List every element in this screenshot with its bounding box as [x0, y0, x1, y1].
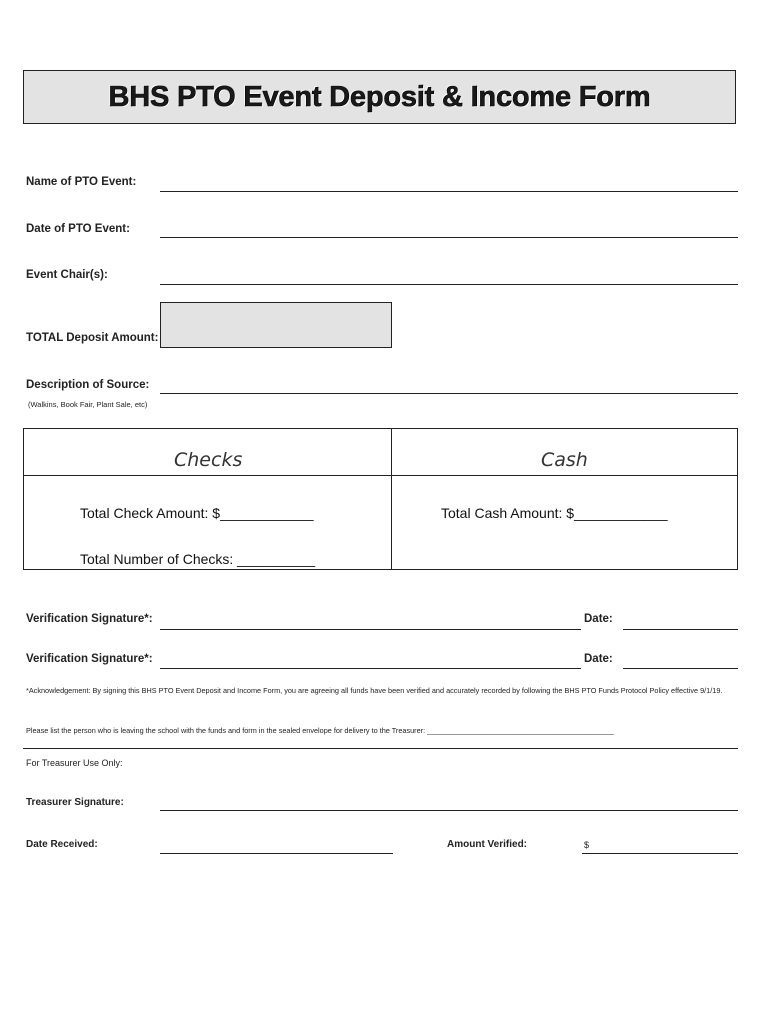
- description-field[interactable]: [160, 393, 738, 394]
- verification-signature-label-1: Verification Signature*:: [26, 613, 153, 625]
- delivery-note: Please list the person who is leaving the school with the funds and form in the sealed envelope for delivery to the Treasurer: ______________________________________________: [26, 726, 614, 735]
- event-date-field[interactable]: [160, 237, 738, 238]
- verification-date-field-2[interactable]: [623, 668, 738, 669]
- cash-heading: Cash: [541, 449, 588, 471]
- total-deposit-label: TOTAL Deposit Amount:: [26, 332, 159, 344]
- total-cash-amount-field[interactable]: Total Cash Amount: $____________: [441, 505, 668, 521]
- verification-date-label-1: Date:: [584, 613, 613, 625]
- treasurer-section-label: For Treasurer Use Only:: [26, 758, 123, 768]
- amount-verified-label: Amount Verified:: [447, 839, 528, 850]
- verification-signature-field-2[interactable]: [160, 668, 581, 669]
- checks-cash-table: [23, 428, 738, 570]
- currency-symbol: $: [584, 840, 590, 850]
- checks-heading: Checks: [174, 449, 243, 471]
- description-label: Description of Source:: [26, 379, 150, 391]
- event-name-field[interactable]: [160, 191, 738, 192]
- amount-verified-field[interactable]: [582, 853, 738, 854]
- treasurer-section-divider: [23, 748, 738, 749]
- total-deposit-field[interactable]: [160, 302, 392, 348]
- treasurer-signature-field[interactable]: [160, 810, 738, 811]
- table-divider-vertical: [391, 428, 392, 570]
- verification-date-field-1[interactable]: [623, 629, 738, 630]
- table-divider-horizontal: [23, 475, 738, 476]
- verification-signature-label-2: Verification Signature*:: [26, 653, 153, 665]
- verification-date-label-2: Date:: [584, 653, 613, 665]
- total-check-amount-field[interactable]: Total Check Amount: $____________: [80, 505, 314, 521]
- date-received-label: Date Received:: [26, 839, 98, 850]
- form-title-box: [23, 70, 736, 124]
- event-date-label: Date of PTO Event:: [26, 223, 130, 235]
- verification-signature-field-1[interactable]: [160, 629, 581, 630]
- treasurer-signature-label: Treasurer Signature:: [26, 797, 124, 808]
- event-name-label: Name of PTO Event:: [26, 176, 137, 188]
- acknowledgement-text: *Acknowledgement: By signing this BHS PTO Event Deposit and Income Form, you are agreeing all funds have been verified and accurately recorded by following the BHS PTO Funds Protocol Policy effective 9/1/19.: [26, 686, 723, 695]
- total-number-of-checks-field[interactable]: Total Number of Checks: __________: [80, 551, 316, 567]
- form-title: BHS PTO Event Deposit & Income Form: [108, 80, 651, 113]
- date-received-field[interactable]: [160, 853, 393, 854]
- description-hint: (Walkins, Book Fair, Plant Sale, etc): [28, 400, 148, 409]
- event-chairs-label: Event Chair(s):: [26, 269, 108, 281]
- event-chairs-field[interactable]: [160, 284, 738, 285]
